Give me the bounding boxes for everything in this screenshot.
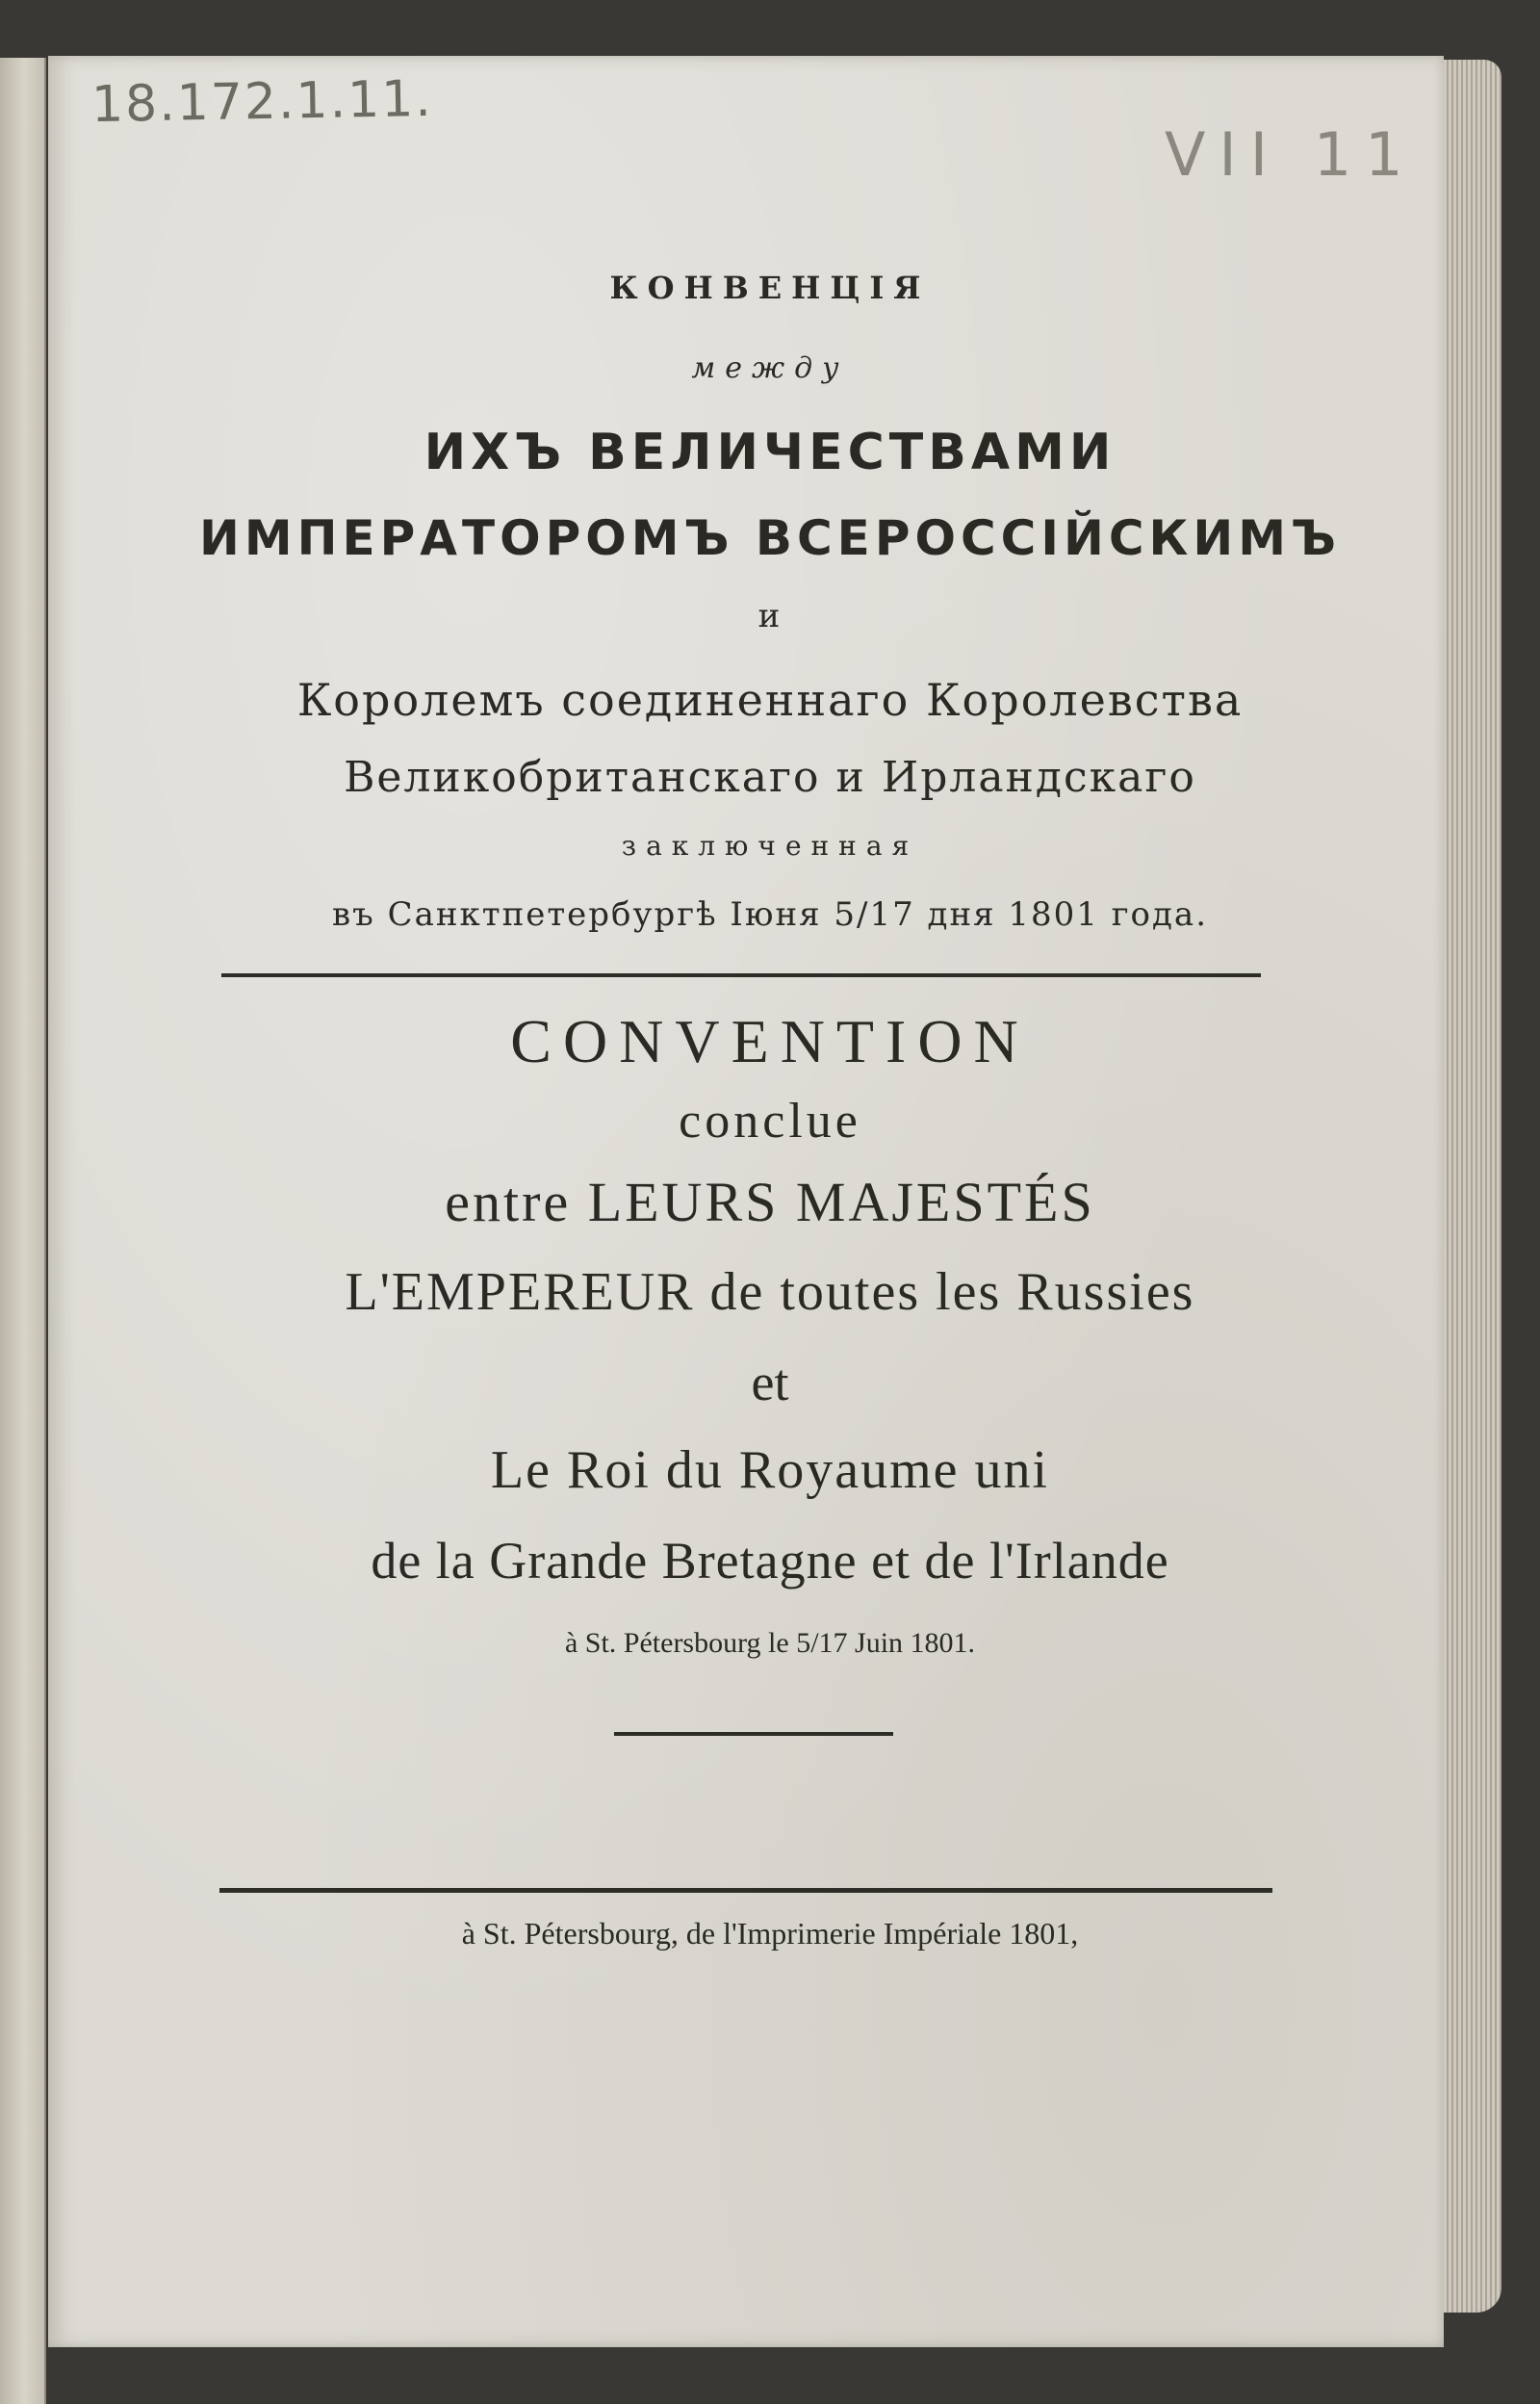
ru-title-between: между — [691, 351, 849, 385]
ru-title-date: въ Санктпетербургѣ Іюня 5/17 дня 1801 года. — [331, 895, 1209, 934]
fr-title-emperor: L'EMPEREUR de toutes les Russies — [345, 1262, 1195, 1322]
ru-title-concluded: заключенная — [621, 830, 919, 862]
ru-title-convention: КОНВЕНЦІЯ — [609, 270, 931, 306]
fr-title-et: et — [751, 1354, 789, 1411]
separator-rule-upper — [221, 973, 1261, 977]
ru-title-majesties: ИХЪ ВЕЛИЧЕСТВАМИ — [424, 424, 1116, 481]
fr-title-conclue: conclue — [679, 1094, 861, 1149]
ru-title-britain-ireland: Великобританскаго и Ирландскаго — [344, 753, 1196, 802]
ru-title-king: Королемъ соединеннаго Королевства — [296, 674, 1244, 726]
imprint-line: à St. Pétersbourg, de l'Imprimerie Impériale 1801, — [461, 1916, 1079, 1951]
separator-rule-short — [614, 1732, 893, 1736]
fr-title-convention: CONVENTION — [510, 1007, 1030, 1075]
separator-rule-lower — [219, 1888, 1272, 1893]
pencil-shelfmark-right: VII 11 — [1165, 119, 1417, 190]
fr-title-majesties: entre LEURS MAJESTÉS — [445, 1171, 1095, 1233]
ru-title-and: и — [757, 597, 783, 635]
fr-title-king: Le Roi du Royaume uni — [490, 1440, 1050, 1500]
ru-title-emperor: ИМПЕРАТОРОМЪ ВСЕРОССІЙСКИМЪ — [199, 510, 1341, 566]
pencil-shelfmark-left: 18.172.1.11. — [90, 69, 434, 135]
fr-title-britain-ireland: de la Grande Bretagne et de l'Irlande — [371, 1532, 1169, 1590]
fr-title-date: à St. Pétersbourg le 5/17 Juin 1801. — [564, 1627, 976, 1659]
